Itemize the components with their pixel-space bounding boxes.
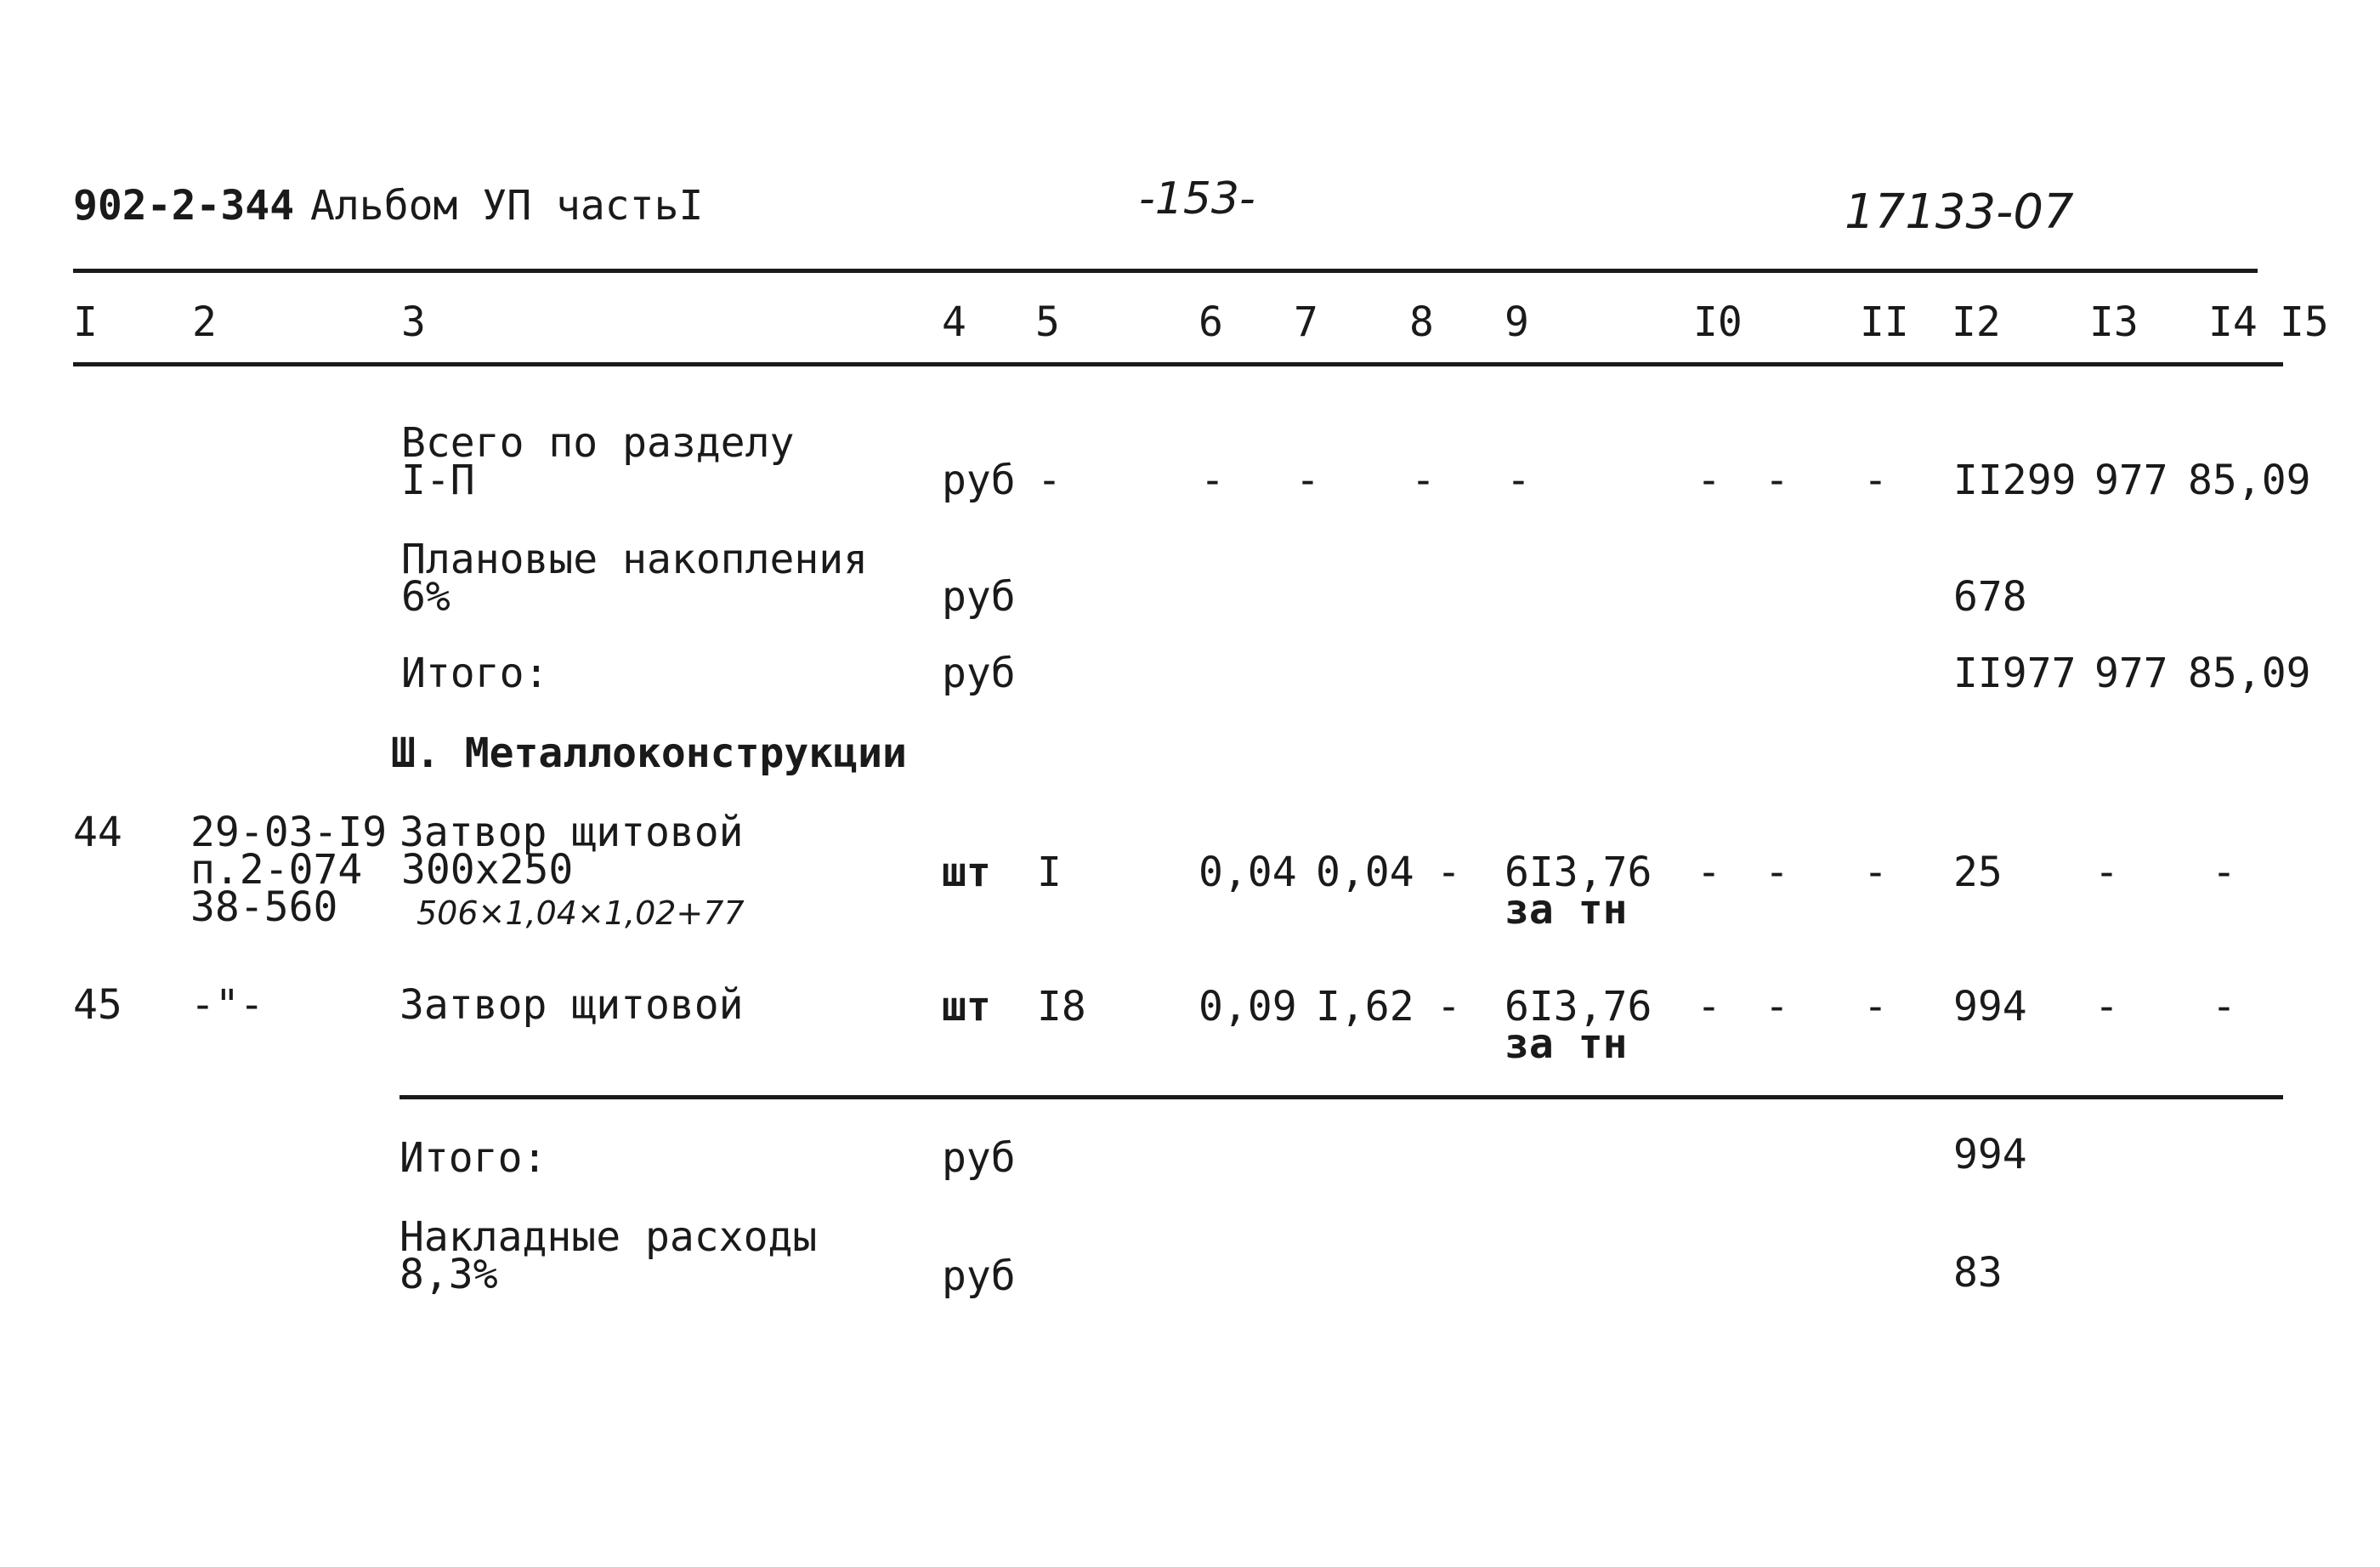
row-c7: I,62	[1316, 983, 1414, 1030]
col-header: 9	[1504, 298, 1529, 346]
row-c11: -	[1863, 983, 1888, 1030]
section-title: Ш. Металлоконструкции	[391, 730, 907, 777]
row-c12: 83	[1953, 1249, 2003, 1297]
col-header: II	[1860, 298, 1909, 346]
row-c12: 994	[1953, 983, 2027, 1030]
row-c10b: -	[1765, 457, 1789, 504]
row-qty: I	[1037, 849, 1062, 896]
row-c11: -	[1863, 849, 1888, 896]
row-c6: -	[1200, 457, 1225, 504]
row-c9-unit: за тн	[1504, 886, 1628, 934]
col-header: 7	[1294, 298, 1318, 346]
row-code: 29-03-I9	[190, 809, 388, 856]
col-header: 5	[1035, 298, 1060, 346]
row-c10a: -	[1697, 983, 1721, 1030]
col-header: 4	[942, 298, 966, 346]
row-c11: -	[1863, 457, 1888, 504]
row-description-line2: I-П	[401, 457, 475, 504]
row-number: 44	[73, 809, 122, 856]
col-header: I2	[1952, 298, 2001, 346]
row-code-line3: 38-560	[190, 883, 338, 931]
row-c14: 85,09	[2188, 650, 2311, 697]
row-description: Затвор щитовой	[400, 981, 744, 1029]
row-description: Всего по разделу	[401, 419, 795, 467]
header-bottom-rule	[73, 362, 2283, 366]
row-unit: руб	[942, 457, 1016, 504]
row-qty: I8	[1037, 983, 1086, 1030]
row-c12: 25	[1953, 849, 2003, 896]
col-header: I5	[2280, 298, 2329, 346]
row-c7: -	[1295, 457, 1320, 504]
row-c9: 6I3,76	[1504, 983, 1652, 1030]
row-description-line2: 6%	[401, 573, 450, 621]
col-header: I	[73, 298, 98, 346]
row-description: Итого:	[400, 1134, 547, 1182]
row-c6: 0,09	[1198, 983, 1297, 1030]
row-c10b: -	[1765, 849, 1789, 896]
row-c9: 6I3,76	[1504, 849, 1652, 896]
col-header: I4	[2208, 298, 2258, 346]
row-number: 45	[73, 981, 122, 1029]
row-description-line2: 8,3%	[400, 1251, 498, 1298]
row-c12: 678	[1953, 573, 2027, 621]
row-c8: -	[1436, 983, 1461, 1030]
row-c9: -	[1506, 457, 1531, 504]
row-c9-unit: за тн	[1504, 1020, 1628, 1068]
doc-code: 902-2-344	[73, 182, 295, 230]
row-c13: 977	[2094, 457, 2168, 504]
row-c10a: -	[1697, 457, 1721, 504]
handwritten-note: 506×1,04×1,02+77	[416, 894, 745, 932]
row-unit: руб	[942, 1134, 1016, 1182]
row-c12: II299	[1953, 457, 2077, 504]
row-c14: -	[2212, 849, 2236, 896]
row-c10a: -	[1697, 849, 1721, 896]
row-qty: -	[1037, 457, 1062, 504]
album-title: Альбом УП частьI	[310, 182, 704, 230]
row-c13: -	[2094, 849, 2119, 896]
col-header: I3	[2089, 298, 2139, 346]
archive-number: 17133-07	[1844, 185, 2074, 240]
row-c7: 0,04	[1316, 849, 1414, 896]
row-unit: руб	[942, 650, 1016, 697]
col-header: 2	[192, 298, 217, 346]
row-c12: 994	[1953, 1131, 2027, 1178]
row-description: Затвор щитовой	[400, 809, 744, 856]
row-c12: II977	[1953, 650, 2077, 697]
row-c10b: -	[1765, 983, 1789, 1030]
row-c14: -	[2212, 983, 2236, 1030]
row-description: Плановые накопления	[401, 536, 869, 583]
row-description: Итого:	[401, 650, 549, 697]
col-header: 6	[1198, 298, 1223, 346]
row-description-line2: 300х250	[401, 846, 574, 894]
row-c8: -	[1411, 457, 1436, 504]
row-c6: 0,04	[1198, 849, 1297, 896]
page-number: -153-	[1139, 173, 1255, 224]
row-unit: шт	[942, 849, 991, 896]
row-unit: руб	[942, 573, 1016, 621]
subtotal-rule	[400, 1095, 2283, 1099]
col-header: 3	[401, 298, 426, 346]
row-c8: -	[1436, 849, 1461, 896]
row-c13: -	[2094, 983, 2119, 1030]
row-c13: 977	[2094, 650, 2168, 697]
row-code: -"-	[190, 981, 264, 1029]
col-header: I0	[1693, 298, 1742, 346]
row-description: Накладные расходы	[400, 1213, 818, 1261]
row-unit: шт	[942, 983, 991, 1030]
row-unit: руб	[942, 1252, 1016, 1300]
row-code-line2: п.2-074	[190, 846, 363, 894]
row-c14: 85,09	[2188, 457, 2311, 504]
header-top-rule	[73, 269, 2258, 273]
col-header: 8	[1409, 298, 1434, 346]
